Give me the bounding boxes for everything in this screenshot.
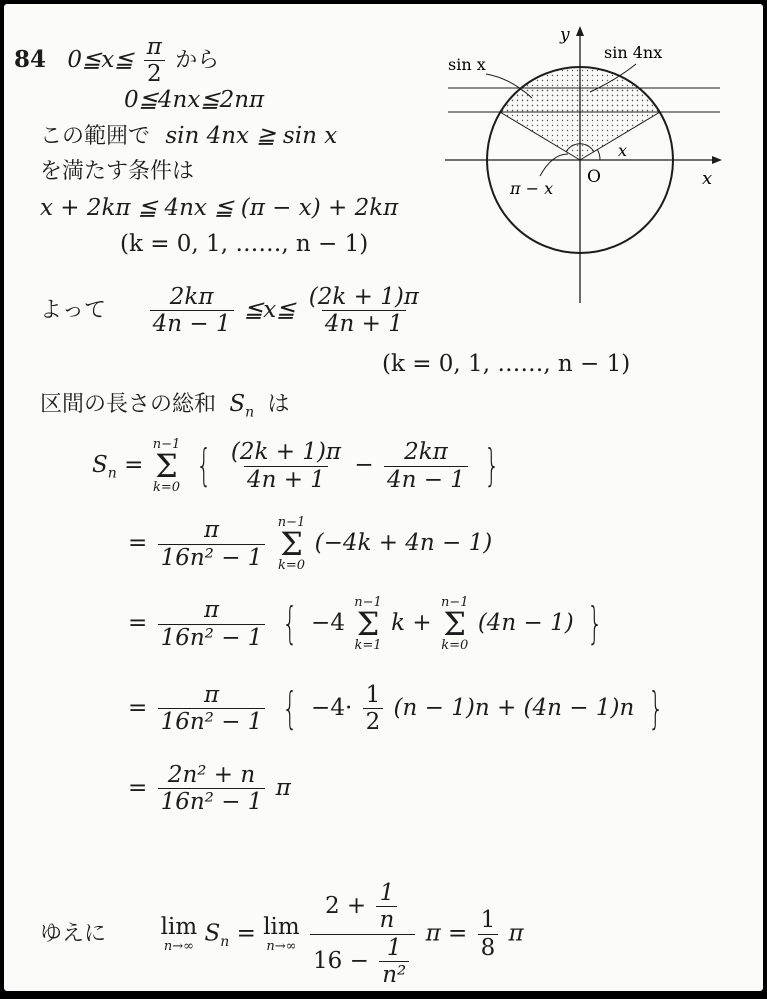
k-range-1: (k = 0, 1, ……, n − 1) (120, 231, 369, 257)
equals: = (128, 774, 148, 801)
yue-text: ゆえに (40, 921, 107, 947)
sigma-3b: n−1 Σ k=0 (440, 595, 469, 653)
sigma-bottom: k=0 (152, 480, 180, 495)
sigma-top: n−1 (152, 437, 181, 452)
lim-sub: n→∞ (163, 938, 194, 954)
angle-pi-x-label: π − x (510, 179, 554, 198)
S-symbol: S (229, 391, 246, 417)
x-between: ≦x≦ (243, 296, 296, 323)
frac-den: n² (379, 961, 409, 988)
minus-four-dot: −4· (311, 694, 353, 721)
equals: = (236, 920, 256, 947)
inequality-sin: sin 4nx ≧ sin x (165, 123, 338, 149)
frac-den: 4n − 1 (384, 466, 468, 493)
frac-den: 16n² − 1 (158, 624, 266, 651)
pi-symbol: π (275, 774, 291, 801)
equals: = (448, 920, 468, 947)
sigma-bottom: k=0 (441, 638, 469, 653)
conclusion-line (40, 880, 524, 989)
frac-den: 2 (363, 708, 384, 735)
angle-x-label: x (618, 141, 628, 160)
sigma-bottom: k=1 (354, 638, 382, 653)
sn-lhs-sub: n (107, 465, 117, 482)
leader-pi-x (540, 154, 568, 176)
frac-num: π (203, 597, 220, 624)
lim-1 (161, 915, 198, 953)
frac-num: π (203, 517, 220, 544)
sigma-1: n−1 Σ k=0 (152, 437, 181, 495)
line-1 (14, 34, 219, 88)
angle-arc-x (597, 149, 600, 160)
sn-row-3: = $\frac{\pi}{\text{16n² − 1}}$ { −4 n−1 Σ k=1 k + n−1 Σ k=0 (4n − 1) } (128, 595, 603, 653)
text-range: この範囲で (40, 124, 151, 149)
frac-num: π (146, 34, 162, 60)
sn-row-1: $S_n$ = n−1 Σ k=0 { $\frac{(2k + 1)\pi}{4n + 1}$ − $\frac{2k\pi}{4n - 1}$ } (92, 437, 500, 495)
frac-den: n (376, 906, 397, 933)
x-label: x (702, 168, 713, 189)
equals: = (128, 530, 148, 556)
x-axis-arrow (712, 156, 722, 164)
range-line: 0≦4nx≦2nπ (124, 87, 265, 113)
inequality-main: x + 2kπ ≦ 4nx ≦ (π − x) + 2kπ (40, 195, 399, 221)
S-sub: n (220, 933, 230, 950)
sum-text: 区間の長さの総和 (40, 392, 217, 417)
minus: − (354, 452, 374, 478)
S-symbol: S (204, 920, 221, 947)
lim-sub: n→∞ (266, 938, 297, 954)
frac-num: (2k + 1)π (308, 284, 419, 310)
lim-2 (263, 915, 300, 953)
sum-term: (−4k + 4n − 1) (314, 530, 493, 556)
fraction-left (150, 284, 234, 338)
frac-num: 2n² + n (167, 762, 256, 788)
yotte-text: よって (40, 297, 107, 323)
equals: = (128, 694, 148, 721)
frac-num: 1 (365, 682, 381, 708)
one-over-n (376, 880, 397, 934)
sn-lhs: S (92, 452, 108, 478)
frac-den: 16n² − 1 (158, 708, 266, 735)
term-frac-2 (384, 439, 468, 493)
sn-row-5 (128, 762, 291, 816)
sigma-2: n−1 Σ k=0 (277, 515, 306, 573)
frac-den: 4n − 1 (150, 310, 234, 337)
origin-label: O (587, 167, 601, 187)
pi-symbol: π (425, 920, 441, 947)
line-3 (40, 122, 337, 151)
minus-four: −4 (311, 610, 345, 636)
sigma-top: n−1 (277, 515, 306, 530)
sigma-bottom: k=0 (277, 558, 306, 573)
sigma-3a: n−1 Σ k=1 (354, 595, 382, 653)
fraction-pi-over-2 (144, 34, 165, 88)
coef-frac (158, 682, 266, 736)
num-text: 2 + (324, 892, 367, 919)
frac-den: 2 (144, 60, 165, 87)
condition-text: を満たす条件は (40, 159, 195, 184)
frac-den: 16n² − 1 (158, 544, 266, 571)
frac-num: (2k + 1)π (230, 439, 342, 466)
problem-number: 84 (14, 45, 47, 73)
frac-num: 1 (379, 880, 395, 906)
page (4, 4, 763, 991)
sinx-label: sin x (448, 55, 486, 74)
sn-row-4: = $\frac{\pi}{\text{16n² − 1}}$ { −4· $\frac{1}{2}$ (n − 1)n + (4n − 1)n } (128, 682, 664, 736)
big-den (310, 934, 415, 989)
one-eighth (478, 907, 499, 961)
one-over-n2 (379, 935, 409, 989)
frac-num: 1 (480, 907, 496, 934)
equals: = (124, 452, 144, 478)
sigma-top: n−1 (440, 595, 469, 610)
frac-num: 1 (386, 934, 402, 961)
result-frac (158, 762, 266, 816)
sum-term: (4n − 1) (477, 610, 574, 636)
coef-frac (158, 517, 266, 571)
unit-circle-figure (440, 18, 730, 308)
line-9 (40, 390, 289, 427)
equals: = (128, 610, 148, 636)
y-axis-arrow (576, 26, 584, 36)
frac-num: 2kπ (404, 439, 448, 466)
condition: 0≦x≦ (67, 46, 134, 73)
fraction-right (306, 284, 422, 338)
term-frac-1 (228, 439, 344, 493)
kara-text: から (175, 47, 220, 73)
big-num (322, 880, 403, 934)
k-range-2: (k = 0, 1, ……, n − 1) (382, 351, 631, 377)
lim-word: lim (160, 914, 198, 941)
S-sub: n (245, 404, 255, 421)
big-frac (310, 880, 415, 989)
lim-word: lim (263, 914, 300, 941)
frac-num: π (203, 682, 220, 708)
sin4nx-label: sin 4nx (604, 43, 663, 62)
ha-text: は (267, 392, 290, 417)
sigma-top: n−1 (354, 595, 382, 610)
k-plus: k + (391, 610, 432, 636)
half-frac (363, 682, 384, 736)
frac-den: 4n + 1 (244, 466, 328, 493)
pi-symbol: π (508, 920, 524, 947)
frac-den: 4n + 1 (322, 310, 406, 337)
frac-den: 8 (478, 934, 499, 961)
frac-den: 16n² − 1 (158, 788, 266, 815)
frac-num: 2kπ (169, 284, 214, 310)
coef-frac (158, 597, 266, 651)
expanded-term: (n − 1)n + (4n − 1)n (393, 694, 635, 721)
den-text: 16 − (313, 947, 369, 974)
y-label: y (560, 25, 570, 45)
line-7 (40, 284, 425, 338)
sn-row-2 (128, 516, 492, 572)
